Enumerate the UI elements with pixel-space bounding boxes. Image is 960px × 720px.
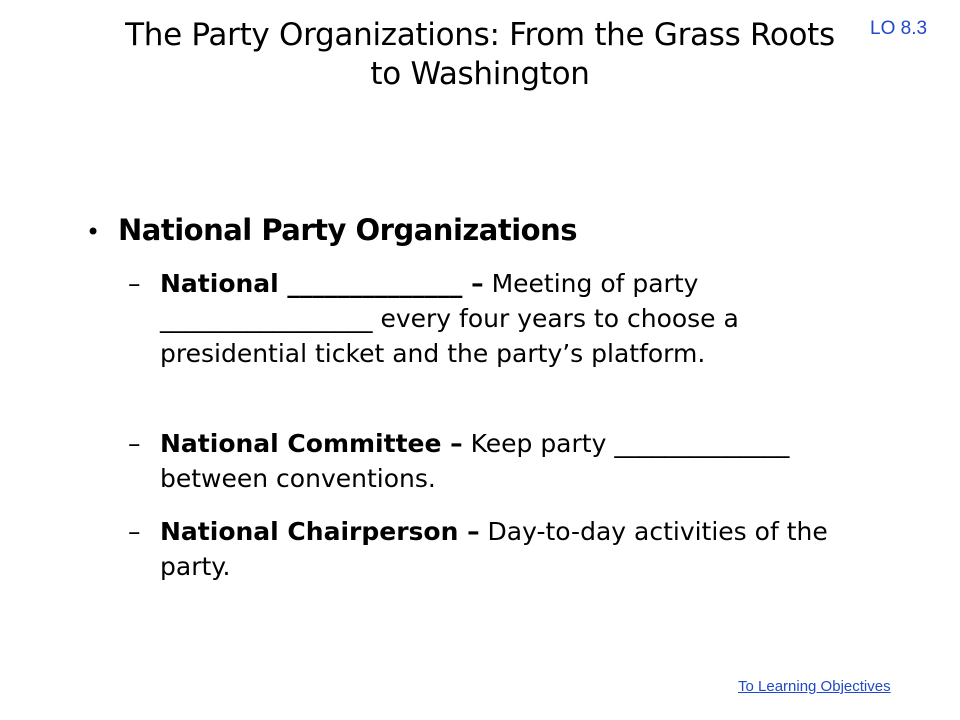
definition-text: Meeting of party [483, 269, 699, 298]
sub-bullet-committee [128, 426, 868, 496]
sub-bullet-text [160, 266, 868, 371]
to-learning-objectives-link[interactable]: To Learning Objectives [738, 678, 891, 695]
dash-icon: – [128, 517, 141, 546]
dash-icon: – [128, 269, 141, 298]
sub-bullet-convention [128, 266, 868, 371]
term-label: National ______________ – [160, 269, 484, 298]
term-label: National Committee – [160, 429, 463, 458]
bullet-icon: • [86, 218, 101, 246]
main-bullet-heading: National Party Organizations [118, 213, 577, 247]
slide-title-line-1: The Party Organizations: From the Grass Roots [125, 17, 835, 53]
sub-bullet-text [160, 514, 868, 584]
definition-text: Day-to-day activities of the party. [160, 517, 828, 581]
slide-title-line-2: to Washington [370, 56, 590, 92]
sub-bullet-text [160, 426, 868, 496]
learning-objective-tag: LO 8.3 [870, 18, 928, 39]
definition-text-continued: _________________ every four years to choose a presidential ticket and the party’s platform. [160, 304, 739, 368]
term-label: National Chairperson – [160, 517, 480, 546]
dash-icon: – [128, 429, 141, 458]
slide-title [60, 16, 900, 94]
sub-bullet-chairperson [128, 514, 868, 584]
definition-text: Keep party ______________ between conventions. [160, 429, 790, 493]
